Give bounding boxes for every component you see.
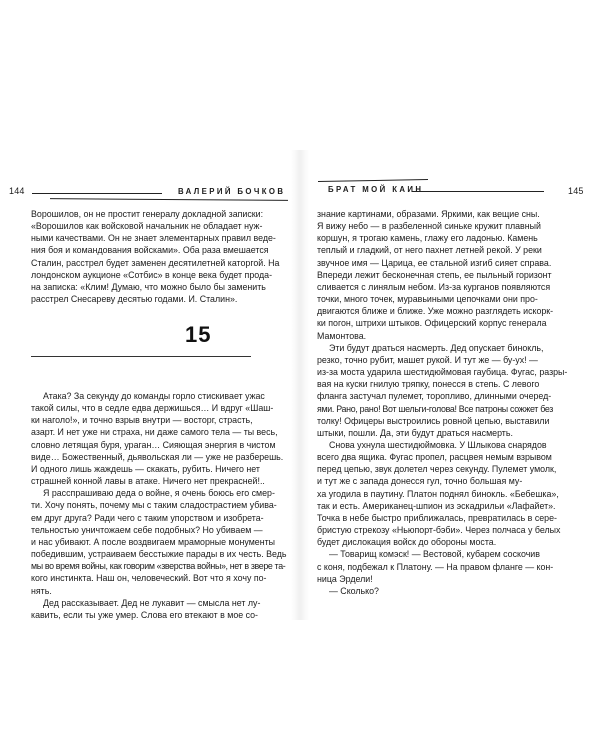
text-line: Я расспрашиваю деда о войне, я очень боюсь его смер-: [43, 488, 275, 499]
left-header-rule-short: [32, 193, 162, 194]
right-header-rule-top: [318, 179, 428, 182]
book-spine-shadow: [291, 150, 309, 620]
text-line: виде… Божественный, дьявольская ли — уже не разберешь.: [31, 451, 284, 462]
text-line: Сталин, расстрел будет заменен десятилетней каторгой. На: [31, 257, 280, 268]
text-line: теплый и гладкий, от него пахнет летней рекой. У реки: [317, 245, 542, 256]
text-line: Атака? За секунду до команды горло стискивает ужас: [43, 391, 265, 401]
text-line: ки наголо!», и точно взрыв внутри — восторг, страсть,: [31, 415, 253, 426]
text-line: такой силы, что в седле едва держишься… И вдруг «Шаш-: [31, 403, 274, 414]
text-line: будет дислокация войск до обороны моста.: [317, 537, 497, 548]
text-line: звучное имя — Царица, ее стальной изгиб сияет справа.: [317, 257, 552, 268]
text-line: тельностью уничтожаем себе подобных? Но убиваем —: [31, 524, 263, 535]
left-header-rule-long: [50, 198, 288, 201]
text-line: Снова ухнула шестидюймовка. У Шлыкова снарядов: [329, 439, 547, 450]
text-line: ния боя и командования войсками». Оба раза вмешается: [31, 245, 269, 256]
text-line: двигаются ближе и ближе. Уже можно разглядеть искорк-: [317, 306, 554, 317]
text-line: «Ворошилов как войсковой начальник не обладает нуж-: [31, 221, 263, 232]
text-line: мы во время войны, как говорим «зверства войны», нет в звере та-: [31, 561, 286, 572]
text-line: кого инстинкта. Наш он, человеческий. Вот что я хочу по-: [31, 573, 267, 584]
text-line: толку! Офицеры выстроились ровной цепью, выставили: [317, 415, 550, 426]
text-line: штыки, пошли. Да, эти будут драться насмерть.: [317, 427, 513, 438]
text-line: — Сколько?: [329, 585, 379, 596]
text-line: Я вижу небо — в разбеленной синьке кружит плавный: [317, 221, 541, 232]
text-line: ки погон, штрихи штыков. Офицерский корпус генерала: [317, 318, 547, 329]
text-line: коршун, я трогаю камень, глажу его ладонью. Камень: [317, 233, 538, 244]
left-page-number: 144: [9, 186, 25, 196]
text-line: из-за моста ударила шестидюймовая гаубица. Фугас, разры-: [317, 367, 568, 378]
text-line: ха угодила в паутину. Платон поднял бинокль. «Бебешка»,: [317, 488, 559, 499]
text-line: точки, много точек, муравьиными цепочками они про-: [317, 294, 538, 305]
text-line: Точка в небе быстро приближалась, превратилась в сере-: [317, 512, 557, 523]
text-line: ти. Хочу понять, почему мы с таким сладострастием убива-: [31, 500, 277, 511]
text-line: ница Эрдели!: [317, 573, 373, 584]
text-line: страшней конной лавы в атаке. Ничего нет прекрасней!..: [31, 476, 265, 487]
text-line: ными качествами. Он не знает элементарных правил веде-: [31, 233, 276, 244]
chapter-rule: [31, 356, 251, 357]
text-line: — Товарищ комэск! — Вестовой, кубарем соскочив: [329, 549, 540, 560]
text-line: на записка: «Клим! Думаю, что можно было бы заменить: [31, 281, 266, 292]
text-line: ями. Рано, рано! Вот шельги-голова! Все патроны сожжет без: [317, 403, 554, 414]
text-line: резко, точно рубит, машет рукой. И тут же — бу-ух! —: [317, 354, 538, 365]
text-line: Эти будут драться насмерть. Дед опускает бинокль,: [329, 342, 544, 353]
text-line: фланга застучал пулемет, торопливо, длинными очеред-: [317, 391, 552, 402]
text-line: и тут же с запада донесся гул, точно большая му-: [317, 476, 523, 487]
text-line: расстрел Снесареву десятью годами. И. Сталин».: [31, 294, 238, 305]
text-line: и нас убивают. А после воздвигаем мраморные монументы: [31, 536, 275, 547]
text-line: всего два ящика. Фугас пропел, расцвея немым взрывом: [317, 452, 552, 463]
right-page-number: 145: [568, 186, 584, 196]
text-line: с коня, подбежал к Платону. — На правом фланге — кон-: [317, 561, 554, 572]
right-page-text: [317, 208, 568, 597]
text-line: перед цепью, звук долетел через секунду. Пулемет умолк,: [317, 464, 557, 475]
text-line: знание картинами, образами. Яркими, как вещие сны.: [317, 209, 540, 219]
text-line: кавить, если ты уже умер. Слова его втекают в мое со-: [31, 609, 259, 620]
right-running-head: БРАТ МОЙ КАИН: [328, 185, 424, 194]
text-line: И одного лишь жаждешь — скакать, рубить. Ничего нет: [31, 463, 260, 474]
text-line: победившим, устраиваем бесстыжие парады в их честь. Ведь: [31, 549, 287, 560]
text-line: сливается с линялым небом. Из-за курганов появляются: [317, 281, 551, 292]
text-line: словно летящая буря, ураган… Сияющая энергия в чистом: [31, 439, 276, 450]
text-line: ем друг друга? Ради чего с таким упорством и изобрета-: [31, 512, 264, 523]
chapter-number: 15: [185, 322, 212, 347]
text-line: азарт. И нет уже ни страха, ни даже самого тела — ты весь,: [31, 427, 278, 438]
left-chapter-text: [31, 390, 287, 621]
text-line: вая на куски гнилую тряпку, понесся в степь. С левого: [317, 379, 540, 390]
right-header-rule-long: [412, 191, 544, 192]
text-line: Ворошилов, он не простит генералу докладной записки:: [31, 209, 264, 219]
text-line: Дед рассказывает. Дед не лукавит — смысла нет лу-: [43, 597, 261, 608]
text-line: Мамонтова.: [317, 330, 367, 341]
text-line: бристую стрекозу «Ньюпорт-бэби». Через полчаса у белых: [317, 525, 561, 536]
text-line: лондонском аукционе «Сотбис» в конце века будет прода-: [31, 269, 273, 280]
left-running-head: ВАЛЕРИЙ БОЧКОВ: [178, 187, 286, 196]
text-line: Впереди лежит бесконечная степь, ее пыльный горизонт: [317, 269, 552, 280]
text-line: так и есть. Американец-шпион из эскадрильи «Лафайет».: [317, 500, 556, 511]
left-top-paragraph: [31, 208, 284, 305]
text-line: нять.: [31, 585, 52, 596]
